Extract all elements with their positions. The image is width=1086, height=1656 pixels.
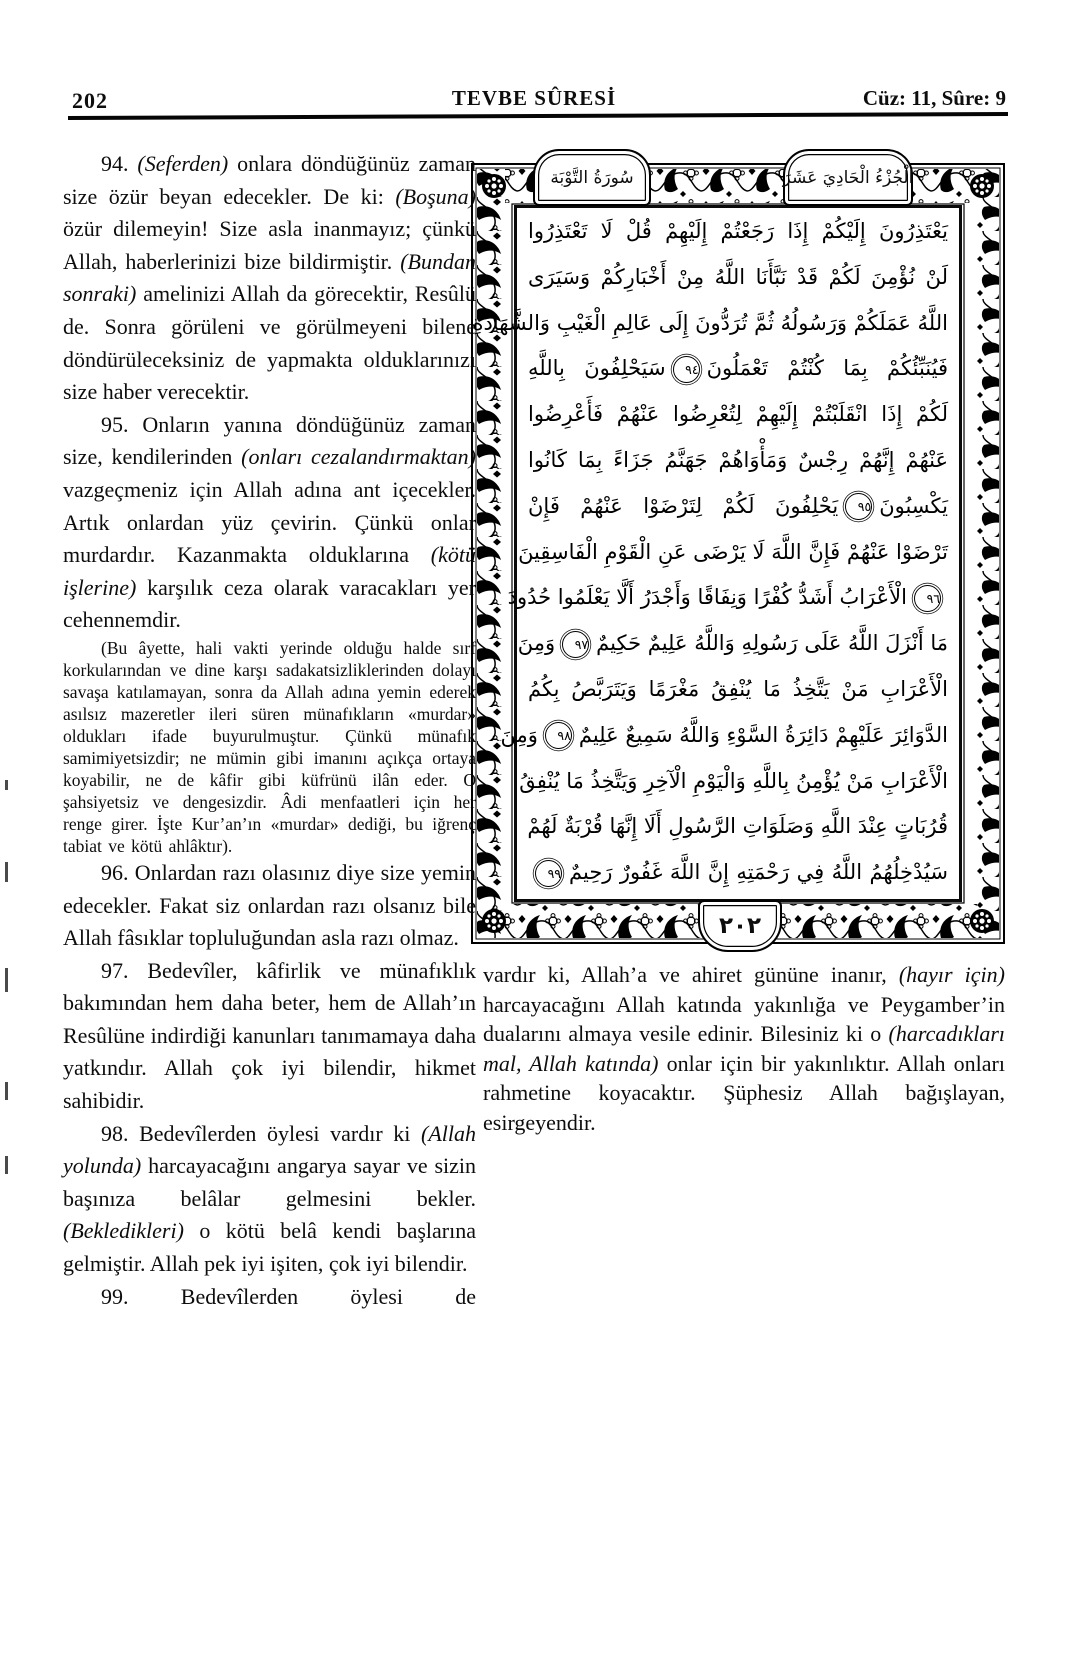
quran-text-run: اللَّهُ عَمَلَكُمْ وَرَسُولُهُ ثُمَّ تُرَدُّونَ إِلَى عَالِمِ الْغَيْبِ وَالشَّهَادَةِ <box>472 310 948 335</box>
ayah-end-marker: ٩٩ <box>535 860 562 887</box>
text-run: karşılık ceza olarak varacakları yer cehennemdir. <box>63 574 476 633</box>
text-run: onlar için bir yakınlıktır. Allah onları rahmetine koyacaktır. Şüphesiz Allah bağışlayan, esirgeyendir. <box>483 1050 1005 1135</box>
arabic-line-7 <box>528 484 948 530</box>
quran-text-run: عَنْهُمْ إِنَّهُمْ رِجْسٌ وَمَأْوَاهُمْ جَهَنَّمُ جَزَاءً بِمَا كَانُوا <box>528 447 948 472</box>
quran-text-run: يَحْلِفُونَ لَكُمْ لِتَرْضَوْا عَنْهُمْ فَإِنْ <box>528 493 839 518</box>
quran-text-run: الْأَعْرَابِ مَنْ يَتَّخِذُ مَا يُنْفِقُ مَغْرَمًا وَيَتَرَبَّصُ بِكُمُ <box>528 676 948 701</box>
quran-text-run: الدَّوَائِرَ عَلَيْهِمْ دَائِرَةُ السَّوْءِ وَاللَّهُ سَمِيعٌ عَلِيمٌ <box>578 722 948 747</box>
arabic-line-5 <box>528 392 948 438</box>
paragraph-verse-94 <box>63 148 476 409</box>
arabic-line-14 <box>528 804 948 850</box>
arabic-line-3 <box>472 301 948 347</box>
right-column <box>483 960 1005 1137</box>
margin-tick <box>5 862 8 882</box>
quran-text-run: تَرْضَوْا عَنْهُمْ فَإِنَّ اللَّهَ لَا يَرْضَى عَنِ الْقَوْمِ الْفَاسِقِينَ <box>518 539 948 564</box>
text-run: amelinizi Allah da görecektir, Resûlü de. Sonra görüleni ve görülmeyeni bilene döndürüleceksiniz de yapmakta olduklarınızı size haber verecektir. <box>63 281 476 405</box>
paragraph-verse-99-continued <box>483 960 1005 1137</box>
quran-text-run: وَمِنَ <box>500 722 538 747</box>
text-run: 97. Bedevîler, kâfirlik ve münafıklık bakımından hem daha beter, hem de Allah’ın Resûlüne indirdiği kanunları tanımamaya daha yatkındır. Allah çok iyi bilendir, hikmet sahibidir. <box>63 957 476 1114</box>
quran-text-run: يَعْتَذِرُونَ إِلَيْكُمْ إِذَا رَجَعْتُمْ إِلَيْهِمْ قُلْ لَا تَعْتَذِرُوا <box>528 219 948 243</box>
ayah-end-marker: ٩٤ <box>673 356 700 383</box>
header-rule <box>68 112 1008 120</box>
quran-text-run: مَا أَنْزَلَ اللَّهُ عَلَى رَسُولِهِ وَاللَّهُ عَلِيمٌ حَكِيمٌ <box>596 631 948 656</box>
juz-name-cartouche <box>783 149 913 206</box>
paragraph-verse-99-start <box>63 1281 476 1314</box>
surah-name-label: سُورَةُ التَّوْبَة <box>550 167 634 188</box>
quran-text-run: سَيُدْخِلُهُمُ اللَّهُ فِي رَحْمَتِهِ إِنَّ اللَّهَ غَفُورٌ رَحِيمٌ <box>569 860 948 885</box>
margin-tick <box>5 1082 8 1100</box>
italic-gloss: (Allah yolunda) <box>63 1120 476 1179</box>
arabic-line-11 <box>528 667 948 713</box>
text-run: onlara döndüğünüz zaman size özür beyan edecekler. De ki: <box>63 151 477 209</box>
text-run: 96. Onlardan razı olasınız diye size yemin edecekler. Fakat siz onlardan razı olsanız bile Allah fâsıklar topluluğundan asla razı olmaz. <box>63 859 476 951</box>
margin-tick <box>5 968 8 992</box>
quran-text-run: الْأَعْرَابِ مَنْ يُؤْمِنُ بِاللَّهِ وَالْيَوْمِ الْآخِرِ وَيَتَّخِذُ مَا يُنْفِقُ <box>519 768 948 793</box>
ayah-end-marker: ٩٦ <box>914 585 941 612</box>
quran-text-run: سَيَحْلِفُونَ بِاللَّهِ <box>528 356 666 381</box>
quran-text-run: قُرُبَاتٍ عِنْدَ اللَّهِ وَصَلَوَاتِ الرَّسُولِ أَلَا إِنَّهَا قُرْبَةٌ لَهُمْ <box>527 814 948 839</box>
arabic-line-15 <box>528 850 948 896</box>
juz-name-label: الْجُزْءُ الْحَادِيَ عَشَرَ <box>782 167 914 188</box>
italic-gloss: (onları cezalandırmaktan) <box>241 444 476 470</box>
text-run: vazgeçmeniz için Allah adına ant içecekler. Artık onlardan yüz çevirin. Çünkü onlar murdardır. Kazanmakta olduklarına <box>63 476 476 568</box>
arabic-text-area <box>472 208 959 899</box>
italic-gloss: (harcadıkları mal, Allah katında) <box>483 1021 1005 1076</box>
quran-text-run: فَيُنَبِّئُكُمْ بِمَا كُنْتُمْ تَعْمَلُونَ <box>706 356 948 381</box>
arabic-line-1 <box>528 209 948 255</box>
quran-text-run: لَنْ نُؤْمِنَ لَكُمْ قَدْ نَبَّأَنَا اللَّهُ مِنْ أَخْبَارِكُمْ وَسَيَرَى <box>528 264 948 289</box>
paragraph-verse-96 <box>63 857 476 955</box>
ayah-end-marker: ٩٧ <box>562 631 589 658</box>
page-title: TEVBE SÛRESİ <box>451 86 617 110</box>
text-run: vardır ki, Allah’a ve ahiret gününe inanır, <box>483 962 899 987</box>
paragraph-verse-97 <box>63 955 476 1118</box>
left-column <box>63 148 476 1313</box>
text-run: harcayacağını Allah katında yakınlığa ve Peygamber’in dualarını almaya vesile edinir. Bilesiniz ki o <box>483 991 1005 1046</box>
text-run: özür dilemeyin! Size asla inanmayız; çünkü Allah, haberlerinizi bize bildirmiştir. <box>63 216 476 274</box>
italic-gloss: (kötü işlerine) <box>63 542 476 600</box>
text-run: o kötü belâ kendi başlarına gelmiştir. Allah pek iyi işiten, çok iyi bilendir. <box>63 1218 476 1277</box>
arabic-line-9 <box>507 575 948 621</box>
arabic-line-6 <box>528 438 948 484</box>
surah-name-cartouche <box>533 149 651 206</box>
text-run: 95. Onların yanına döndüğünüz zaman size, kendilerinden <box>63 411 476 470</box>
arabic-text-box <box>472 205 962 902</box>
ayah-end-marker: ٩٨ <box>545 722 572 749</box>
italic-gloss: (Bundan sonraki) <box>63 248 476 307</box>
mushaf-page-number: ٢٠٢ <box>718 913 762 939</box>
paragraph-verse-98 <box>63 1118 476 1281</box>
italic-gloss: (Bekledikleri) <box>63 1218 184 1244</box>
quran-text-run: لَكُمْ إِذَا انْقَلَبْتُمْ إِلَيْهِمْ لِتُعْرِضُوا عَنْهُمْ فَأَعْرِضُوا <box>528 402 948 427</box>
margin-tick <box>5 1156 8 1174</box>
arabic-line-13 <box>519 759 948 805</box>
mushaf-page-number-cartouche <box>698 900 782 952</box>
ayah-end-marker: ٩٥ <box>845 493 872 520</box>
italic-gloss: (Boşuna) <box>395 183 476 209</box>
arabic-line-2 <box>528 255 948 301</box>
text-run: 98. Bedevîlerden öylesi vardır ki <box>101 1120 421 1146</box>
arabic-line-4 <box>528 346 948 392</box>
arabic-line-8 <box>518 530 948 576</box>
quran-text-run: الْأَعْرَابُ أَشَدُّ كُفْرًا وَنِفَاقًا وَأَجْدَرُ أَلَّا يَعْلَمُوا حُدُودَ <box>507 585 907 610</box>
text-run: harcayacağını angarya sayar ve sizin başınıza belâlar gelmesini bekler. <box>63 1153 476 1211</box>
italic-gloss: (Seferden) <box>137 151 229 176</box>
quran-text-run: يَكْسِبُونَ <box>879 493 948 518</box>
text-run: 99. Bedevîlerden öylesi de <box>101 1283 476 1309</box>
quran-frame <box>471 163 1005 944</box>
paragraph-verse-95 <box>63 409 476 637</box>
margin-tick <box>5 780 8 790</box>
arabic-line-10 <box>517 621 948 667</box>
italic-gloss: (hayır için) <box>898 962 1005 987</box>
paragraph-commentary-note <box>63 637 476 857</box>
text-run: (Bu âyette, hali vakti yerinde olduğu halde sırf korkularından ve dine karşı sadakatsizliklerinden dolayı savaşa katılamayan, sonra da Allah adına yemin ederek asılsız mazeretler ileri süren münafıkların «murdar» oldukları ifade buyurulmuştur. Çünkü münafık samimiyetsizdir; ne mümin gibi imanını açıkça ortaya koyabilir, ne de kâfir gibi küfrünü ilân eder. O şahsiyetsiz ve dengesizdir. Âdi menfaatleri için her renge girer. İşte Kur’an’ın «murdar» dediği, bu iğrenç tabiat ve kötü ahlâktır). <box>63 637 476 856</box>
arabic-line-12 <box>500 713 948 759</box>
page-number: 202 <box>72 88 108 113</box>
quran-text-run: وَمِنَ <box>517 631 556 656</box>
text-run: 94. <box>101 151 138 176</box>
juz-sure-label: Cüz: 11, Sûre: 9 <box>862 86 1006 110</box>
